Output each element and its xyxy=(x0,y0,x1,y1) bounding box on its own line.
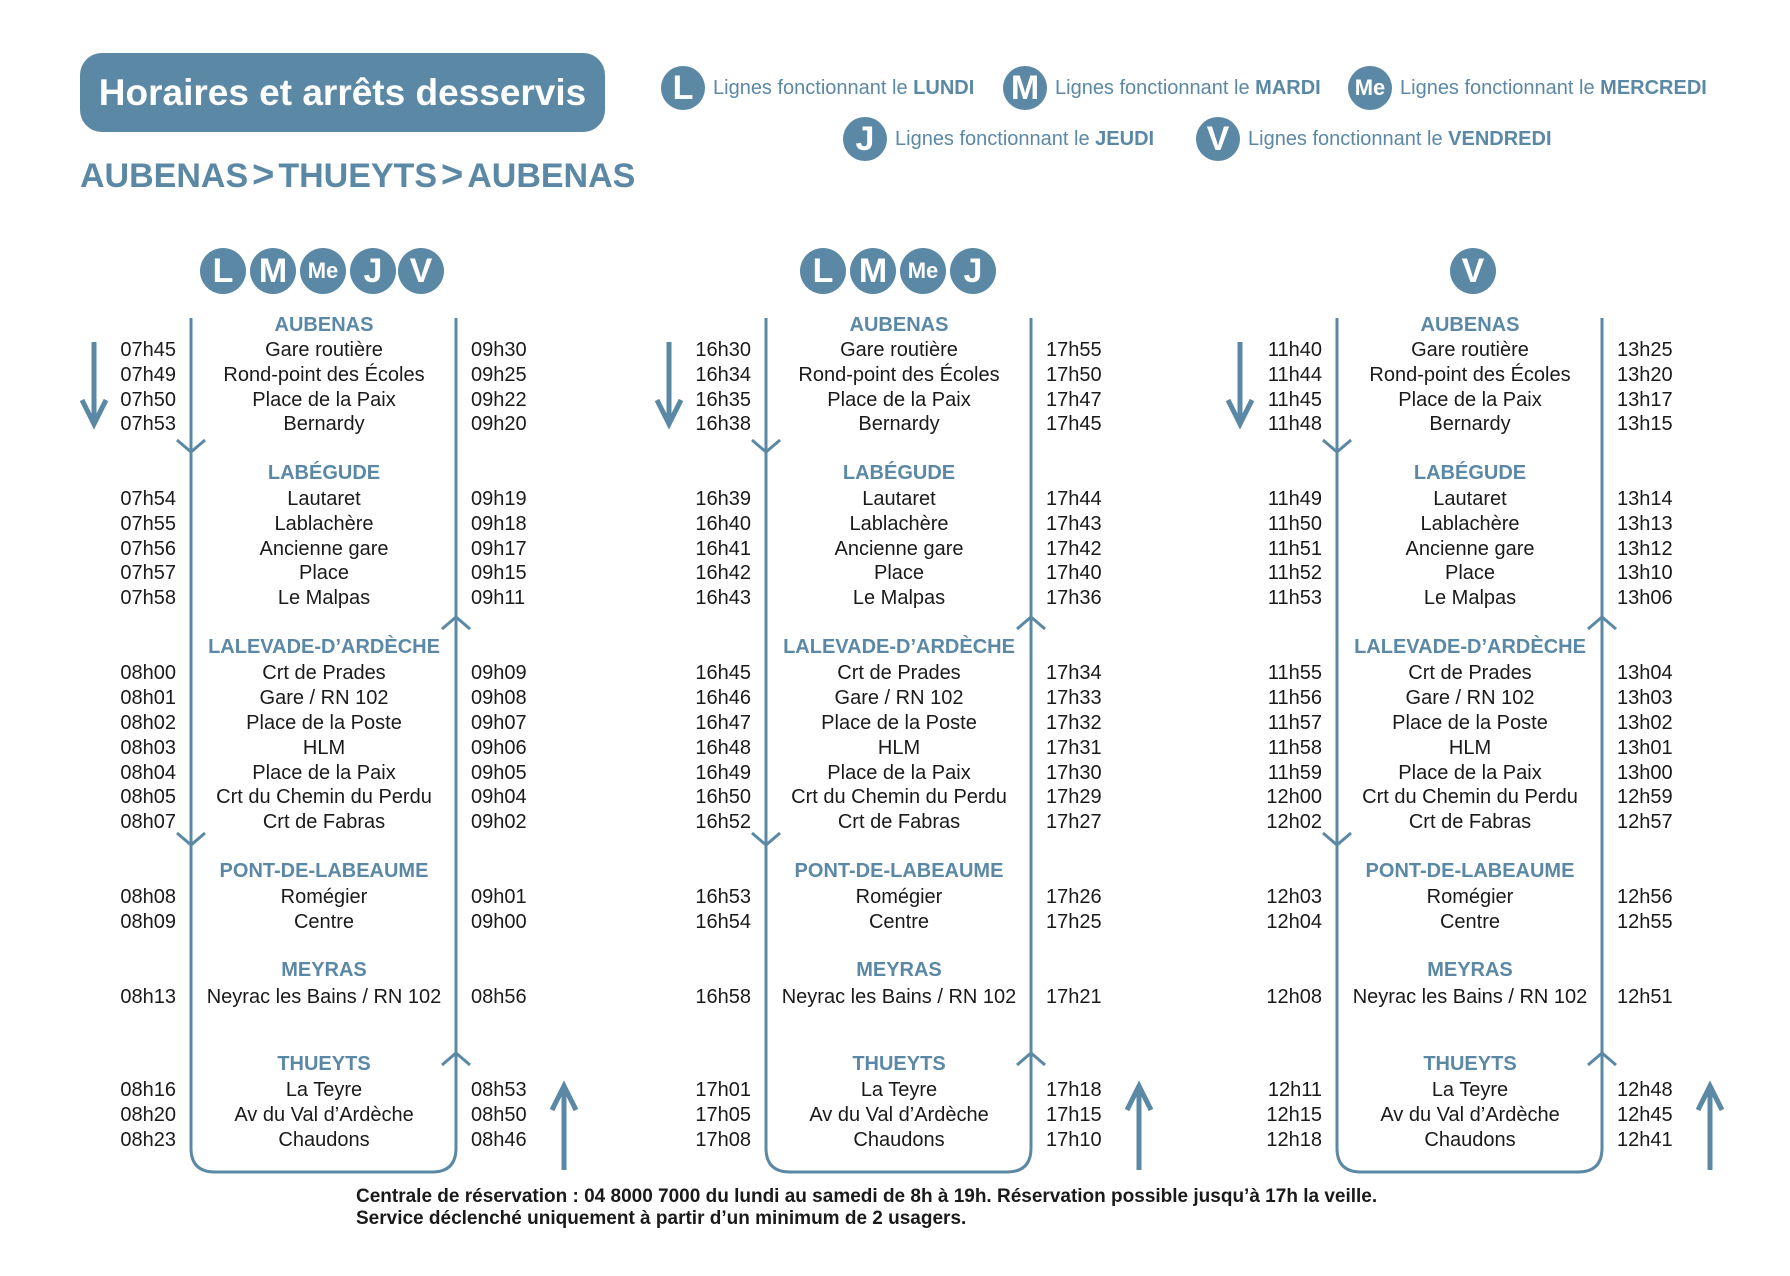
return-time: 09h00 xyxy=(471,911,527,933)
town-name: MEYRAS xyxy=(1427,959,1513,981)
return-time: 09h15 xyxy=(471,562,527,584)
return-time: 12h55 xyxy=(1617,911,1673,933)
stop-name: Bernardy xyxy=(283,413,365,435)
stop-name: Ancienne gare xyxy=(259,538,389,560)
stop-name: Bernardy xyxy=(858,413,940,435)
stop-name: Place de la Paix xyxy=(252,762,396,784)
outbound-time: 12h11 xyxy=(1267,1079,1322,1101)
outbound-time: 16h52 xyxy=(695,811,751,833)
outbound-time: 11h57 xyxy=(1267,712,1322,734)
return-time: 13h17 xyxy=(1617,389,1673,411)
stop-name: Neyrac les Bains / RN 102 xyxy=(1352,986,1588,1008)
outbound-time: 12h03 xyxy=(1266,886,1322,908)
return-time: 17h32 xyxy=(1046,712,1102,734)
outbound-time: 17h05 xyxy=(695,1104,751,1126)
outbound-time: 11h55 xyxy=(1267,662,1322,684)
outbound-time: 07h49 xyxy=(120,364,176,386)
outbound-time: 08h20 xyxy=(120,1104,176,1126)
return-time: 08h50 xyxy=(471,1104,527,1126)
town-name: THUEYTS xyxy=(1423,1053,1517,1075)
outbound-time: 16h49 xyxy=(695,762,751,784)
town-name: LALEVADE-D’ARDÈCHE xyxy=(1354,636,1586,658)
outbound-time: 08h05 xyxy=(120,786,176,808)
return-time: 08h46 xyxy=(471,1129,527,1151)
return-time: 17h40 xyxy=(1046,562,1102,584)
town-name: LABÉGUDE xyxy=(1413,462,1527,484)
return-time: 13h20 xyxy=(1617,364,1673,386)
stop-name: Lablachère xyxy=(849,513,949,535)
day-badge-lundi: L xyxy=(200,248,246,294)
return-time: 09h25 xyxy=(471,364,527,386)
return-time: 17h15 xyxy=(1046,1104,1102,1126)
stop-name: Lautaret xyxy=(287,488,361,510)
outbound-time: 16h34 xyxy=(695,364,751,386)
return-time: 09h06 xyxy=(471,737,527,759)
town-name: MEYRAS xyxy=(281,959,367,981)
stop-name: Rond-point des Écoles xyxy=(1369,364,1571,386)
stop-name: Gare routière xyxy=(265,339,383,361)
stop-name: Rond-point des Écoles xyxy=(223,364,425,386)
return-time: 09h20 xyxy=(471,413,527,435)
return-time: 12h48 xyxy=(1617,1079,1673,1101)
outbound-time: 08h09 xyxy=(120,911,176,933)
stop-name: Ancienne gare xyxy=(1405,538,1535,560)
return-time: 17h55 xyxy=(1046,339,1102,361)
outbound-time: 08h13 xyxy=(120,986,176,1008)
outbound-time: 08h23 xyxy=(120,1129,176,1151)
stop-name: Place de la Poste xyxy=(821,712,977,734)
outbound-time: 07h55 xyxy=(120,513,176,535)
outbound-time: 17h01 xyxy=(695,1079,751,1101)
outbound-time: 07h58 xyxy=(120,587,176,609)
stop-name: Lautaret xyxy=(1433,488,1507,510)
return-time: 13h13 xyxy=(1617,513,1673,535)
outbound-time: 11h45 xyxy=(1267,389,1322,411)
stop-name: Av du Val d’Ardèche xyxy=(809,1104,989,1126)
outbound-time: 11h58 xyxy=(1267,737,1322,759)
day-badge-mercredi: Me xyxy=(300,248,346,294)
return-time: 09h18 xyxy=(471,513,527,535)
outbound-time: 11h40 xyxy=(1267,339,1322,361)
return-time: 09h08 xyxy=(471,687,527,709)
town-name: AUBENAS xyxy=(849,314,949,336)
outbound-time: 16h45 xyxy=(695,662,751,684)
town-name: THUEYTS xyxy=(277,1053,371,1075)
outbound-time: 16h38 xyxy=(695,413,751,435)
stop-name: Crt du Chemin du Perdu xyxy=(791,786,1007,808)
outbound-time: 16h30 xyxy=(695,339,751,361)
outbound-time: 07h53 xyxy=(120,413,176,435)
return-time: 09h22 xyxy=(471,389,527,411)
return-time: 13h14 xyxy=(1617,488,1673,510)
return-time: 13h25 xyxy=(1617,339,1673,361)
stop-name: Gare routière xyxy=(840,339,958,361)
badge-mardi: M xyxy=(1003,66,1047,110)
outbound-time: 16h58 xyxy=(695,986,751,1008)
return-time: 13h00 xyxy=(1617,762,1673,784)
outbound-time: 07h56 xyxy=(120,538,176,560)
outbound-time: 12h08 xyxy=(1266,986,1322,1008)
stop-name: HLM xyxy=(1448,737,1492,759)
badge-jeudi: J xyxy=(843,117,887,161)
badge-lundi: L xyxy=(661,66,705,110)
outbound-time: 08h00 xyxy=(120,662,176,684)
outbound-time: 11h49 xyxy=(1267,488,1322,510)
outbound-time: 07h45 xyxy=(120,339,176,361)
stop-name: Place xyxy=(1444,562,1496,584)
return-time: 17h26 xyxy=(1046,886,1102,908)
return-time: 17h18 xyxy=(1046,1079,1102,1101)
return-time: 09h11 xyxy=(471,587,526,609)
return-time: 17h27 xyxy=(1046,811,1102,833)
return-time: 17h29 xyxy=(1046,786,1102,808)
outbound-time: 08h04 xyxy=(120,762,176,784)
outbound-time: 16h47 xyxy=(695,712,751,734)
day-badge-jeudi: J xyxy=(350,248,396,294)
outbound-time: 07h50 xyxy=(120,389,176,411)
outbound-time: 08h03 xyxy=(120,737,176,759)
return-time: 17h10 xyxy=(1046,1129,1102,1151)
outbound-time: 07h54 xyxy=(120,488,176,510)
outbound-time: 16h53 xyxy=(695,886,751,908)
stop-name: Le Malpas xyxy=(277,587,371,609)
outbound-time: 12h00 xyxy=(1266,786,1322,808)
page-title: Horaires et arrêts desservis xyxy=(80,53,605,132)
stop-name: Av du Val d’Ardèche xyxy=(234,1104,414,1126)
outbound-time: 11h52 xyxy=(1267,562,1322,584)
stop-name: Av du Val d’Ardèche xyxy=(1380,1104,1560,1126)
return-time: 13h02 xyxy=(1617,712,1673,734)
footer-line-2: Service déclenché uniquement à partir d’un minimum de 2 usagers. xyxy=(356,1208,967,1229)
town-name: PONT-DE-LABEAUME xyxy=(794,860,1004,882)
return-time: 08h53 xyxy=(471,1079,527,1101)
outbound-time: 11h51 xyxy=(1267,538,1322,560)
day-badge-vendredi: V xyxy=(1450,248,1496,294)
town-name: LALEVADE-D’ARDÈCHE xyxy=(208,636,440,658)
return-time: 09h17 xyxy=(471,538,527,560)
return-time: 17h33 xyxy=(1046,687,1102,709)
town-name: THUEYTS xyxy=(852,1053,946,1075)
outbound-time: 11h48 xyxy=(1267,413,1322,435)
stop-name: Gare routière xyxy=(1411,339,1529,361)
outbound-time: 16h46 xyxy=(695,687,751,709)
stop-name: Crt de Prades xyxy=(837,662,961,684)
return-time: 17h45 xyxy=(1046,413,1102,435)
stop-name: Crt du Chemin du Perdu xyxy=(216,786,432,808)
outbound-time: 16h42 xyxy=(695,562,751,584)
return-time: 09h01 xyxy=(471,886,527,908)
return-time: 13h03 xyxy=(1617,687,1673,709)
stop-name: Neyrac les Bains / RN 102 xyxy=(206,986,442,1008)
return-time: 09h04 xyxy=(471,786,527,808)
town-name: AUBENAS xyxy=(1420,314,1520,336)
return-time: 17h31 xyxy=(1046,737,1102,759)
outbound-time: 16h54 xyxy=(695,911,751,933)
legend-text: Lignes fonctionnant le JEUDI xyxy=(895,127,1155,150)
stop-name: Crt du Chemin du Perdu xyxy=(1362,786,1578,808)
legend-text: Lignes fonctionnant le LUNDI xyxy=(713,76,975,99)
outbound-time: 12h18 xyxy=(1266,1129,1322,1151)
outbound-time: 08h07 xyxy=(120,811,176,833)
outbound-time: 17h08 xyxy=(695,1129,751,1151)
stop-name: La Teyre xyxy=(285,1079,363,1101)
return-time: 17h21 xyxy=(1046,986,1102,1008)
return-time: 12h51 xyxy=(1617,986,1673,1008)
stop-name: Place xyxy=(873,562,925,584)
day-badge-jeudi: J xyxy=(950,248,996,294)
return-time: 13h01 xyxy=(1617,737,1673,759)
return-time: 17h30 xyxy=(1046,762,1102,784)
legend-text: Lignes fonctionnant le MERCREDI xyxy=(1400,76,1707,99)
outbound-time: 16h41 xyxy=(695,538,751,560)
route-separator-1: > xyxy=(252,154,275,196)
return-time: 17h36 xyxy=(1046,587,1102,609)
day-badge-mardi: M xyxy=(850,248,896,294)
schedule-column xyxy=(575,0,1175,1276)
stop-name: Centre xyxy=(1439,911,1501,933)
town-name: LABÉGUDE xyxy=(267,462,381,484)
stop-name: HLM xyxy=(302,737,346,759)
return-time: 09h30 xyxy=(471,339,527,361)
return-time: 08h56 xyxy=(471,986,527,1008)
stop-name: Crt de Fabras xyxy=(837,811,961,833)
stop-name: Place de la Paix xyxy=(827,762,971,784)
stop-name: Place de la Poste xyxy=(246,712,402,734)
return-time: 13h12 xyxy=(1617,538,1673,560)
outbound-time: 11h53 xyxy=(1267,587,1322,609)
stop-name: Gare / RN 102 xyxy=(259,687,389,709)
badge-mercredi: Me xyxy=(1348,66,1392,110)
return-time: 09h07 xyxy=(471,712,527,734)
stop-name: Place de la Poste xyxy=(1392,712,1548,734)
town-name: PONT-DE-LABEAUME xyxy=(219,860,429,882)
stop-name: Lablachère xyxy=(274,513,374,535)
return-time: 09h09 xyxy=(471,662,527,684)
day-badge-mardi: M xyxy=(250,248,296,294)
outbound-time: 16h39 xyxy=(695,488,751,510)
outbound-time: 08h02 xyxy=(120,712,176,734)
return-time: 13h04 xyxy=(1617,662,1673,684)
stop-name: Place de la Paix xyxy=(1398,389,1542,411)
stop-name: Romégier xyxy=(1426,886,1514,908)
return-time: 12h41 xyxy=(1617,1129,1673,1151)
schedule-column xyxy=(1146,0,1746,1276)
stop-name: Bernardy xyxy=(1429,413,1511,435)
return-time: 17h34 xyxy=(1046,662,1102,684)
stop-name: Ancienne gare xyxy=(834,538,964,560)
town-name: MEYRAS xyxy=(856,959,942,981)
outbound-time: 12h02 xyxy=(1266,811,1322,833)
route-via: THUEYTS xyxy=(278,157,438,195)
stop-name: Gare / RN 102 xyxy=(834,687,964,709)
return-time: 13h10 xyxy=(1617,562,1673,584)
stop-name: Crt de Prades xyxy=(262,662,386,684)
stop-name: Crt de Prades xyxy=(1408,662,1532,684)
stop-name: Place xyxy=(298,562,350,584)
stop-name: Rond-point des Écoles xyxy=(798,364,1000,386)
stop-name: Le Malpas xyxy=(1423,587,1517,609)
outbound-time: 11h50 xyxy=(1267,513,1322,535)
stop-name: Crt de Fabras xyxy=(262,811,386,833)
return-time: 09h05 xyxy=(471,762,527,784)
day-badge-lundi: L xyxy=(800,248,846,294)
stop-name: Crt de Fabras xyxy=(1408,811,1532,833)
return-time: 09h19 xyxy=(471,488,527,510)
outbound-time: 16h48 xyxy=(695,737,751,759)
route-separator-2: > xyxy=(441,154,464,196)
stop-name: Centre xyxy=(868,911,930,933)
stop-name: Centre xyxy=(293,911,355,933)
town-name: LALEVADE-D’ARDÈCHE xyxy=(783,636,1015,658)
stop-name: Place de la Paix xyxy=(827,389,971,411)
route-origin: AUBENAS xyxy=(80,157,249,195)
outbound-time: 11h44 xyxy=(1267,364,1322,386)
return-time: 13h06 xyxy=(1617,587,1673,609)
return-time: 12h56 xyxy=(1617,886,1673,908)
outbound-time: 16h50 xyxy=(695,786,751,808)
stop-name: Neyrac les Bains / RN 102 xyxy=(781,986,1017,1008)
stop-name: Lablachère xyxy=(1420,513,1520,535)
reservation-footer xyxy=(356,1186,1377,1230)
stop-name: Chaudons xyxy=(853,1129,945,1151)
return-time: 17h43 xyxy=(1046,513,1102,535)
return-time: 17h25 xyxy=(1046,911,1102,933)
stop-name: Chaudons xyxy=(278,1129,370,1151)
route-destination: AUBENAS xyxy=(467,157,636,195)
footer-line-1: Centrale de réservation : 04 8000 7000 du lundi au samedi de 8h à 19h. Réservation possible jusqu’à 17h la veille. xyxy=(356,1186,1378,1207)
return-time: 12h45 xyxy=(1617,1104,1673,1126)
stop-name: Romégier xyxy=(855,886,943,908)
schedule-column xyxy=(0,0,600,1276)
stop-name: La Teyre xyxy=(860,1079,938,1101)
stop-name: Le Malpas xyxy=(852,587,946,609)
outbound-time: 08h08 xyxy=(120,886,176,908)
legend-text: Lignes fonctionnant le MARDI xyxy=(1055,76,1321,99)
return-time: 09h02 xyxy=(471,811,527,833)
stop-name: Place de la Paix xyxy=(252,389,396,411)
outbound-time: 07h57 xyxy=(120,562,176,584)
outbound-time: 08h16 xyxy=(120,1079,176,1101)
return-time: 17h44 xyxy=(1046,488,1102,510)
outbound-time: 12h15 xyxy=(1266,1104,1322,1126)
return-time: 17h50 xyxy=(1046,364,1102,386)
stop-name: Place de la Paix xyxy=(1398,762,1542,784)
stop-name: La Teyre xyxy=(1431,1079,1509,1101)
return-time: 12h59 xyxy=(1617,786,1673,808)
day-badge-mercredi: Me xyxy=(900,248,946,294)
town-name: LABÉGUDE xyxy=(842,462,956,484)
day-badge-vendredi: V xyxy=(398,248,444,294)
return-time: 17h47 xyxy=(1046,389,1102,411)
return-time: 13h15 xyxy=(1617,413,1673,435)
legend-text: Lignes fonctionnant le VENDREDI xyxy=(1248,127,1552,150)
outbound-time: 08h01 xyxy=(120,687,176,709)
town-name: AUBENAS xyxy=(274,314,374,336)
outbound-time: 11h56 xyxy=(1267,687,1322,709)
return-time: 17h42 xyxy=(1046,538,1102,560)
outbound-time: 12h04 xyxy=(1266,911,1322,933)
outbound-time: 16h35 xyxy=(695,389,751,411)
stop-name: HLM xyxy=(877,737,921,759)
stop-name: Lautaret xyxy=(862,488,936,510)
outbound-time: 11h59 xyxy=(1267,762,1322,784)
stop-name: Romégier xyxy=(280,886,368,908)
outbound-time: 16h43 xyxy=(695,587,751,609)
stop-name: Gare / RN 102 xyxy=(1405,687,1535,709)
return-time: 12h57 xyxy=(1617,811,1673,833)
badge-vendredi: V xyxy=(1196,117,1240,161)
stop-name: Chaudons xyxy=(1424,1129,1516,1151)
town-name: PONT-DE-LABEAUME xyxy=(1365,860,1575,882)
outbound-time: 16h40 xyxy=(695,513,751,535)
